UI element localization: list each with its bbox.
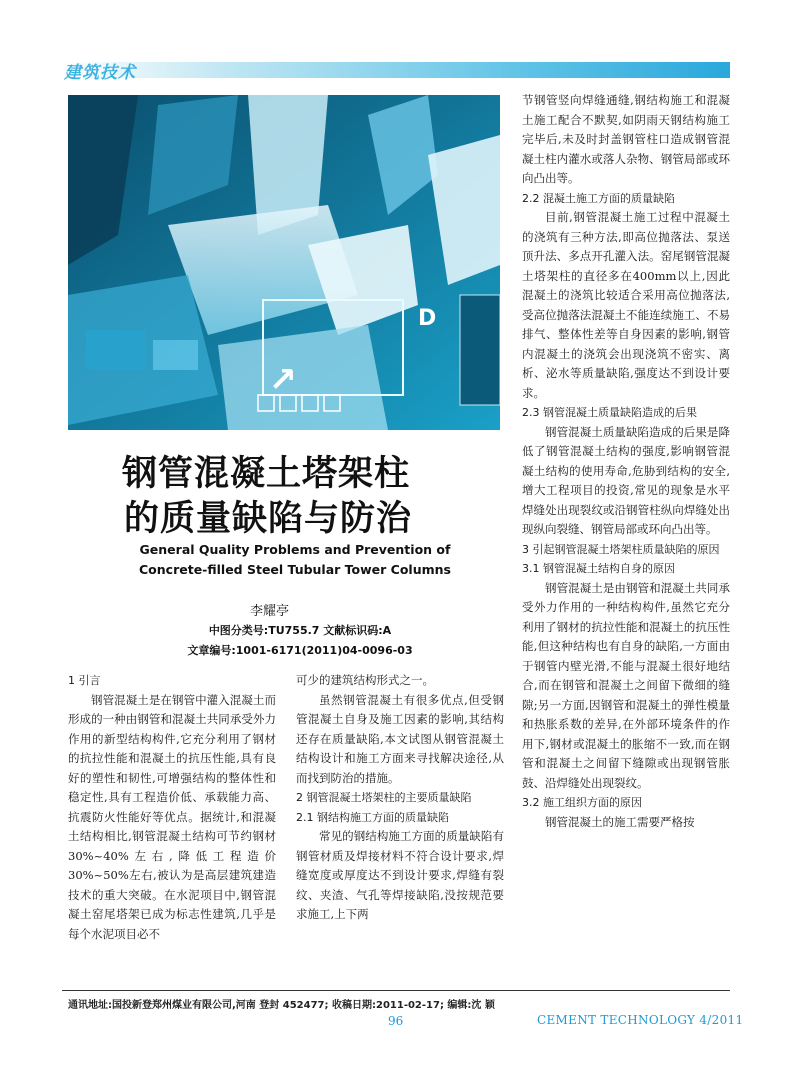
svg-text:D: D — [418, 306, 437, 331]
article-title — [122, 452, 462, 542]
author-name: 李耀亭 — [250, 604, 290, 619]
header-color-bar — [62, 62, 730, 78]
abstract-building-graphic — [68, 95, 500, 430]
body-column-2 — [296, 671, 504, 925]
paragraph: 可少的建筑结构形式之一。 — [296, 673, 434, 687]
footer-divider — [62, 990, 730, 991]
paragraph: 钢管混凝土是由钢管和混凝土共同承受外力作用的一种结构构件,虽然它充分利用了钢材的抗拉性能和混凝土的抗压性能,但这种结构也有自身的缺陷,一方面由于钢管内壁光滑,不能与混凝土很好地结合,而在钢管和混凝土之间留下微细的缝隙;另一方面,因钢管和混凝土的弹性模量和热胀系数的差异,在外部环境条件的作用下,钢材或混凝土的胀缩不一致,而在钢管和混凝土之间留下缝隙或出现钢管胀鼓、沿焊缝处出现裂纹。 — [522, 580, 730, 790]
english-title-line-2: Concrete-filled Steel Tubular Tower Columns — [139, 562, 451, 577]
paragraph: 钢管混凝土是在钢管中灌入混凝土而形成的一种由钢管和混凝土共同承受外力作用的新型结构构件,它充分利用了钢材的抗拉性能和混凝土的抗压性能,具有良好的塑性和韧性,可增强结构的整体性和稳定性,具有工程造价低、承载能力高、抗震防火性能好等优点。据统计,和混凝土结构相比,钢管混凝土结构可节约钢材30%~40%左右,降低工程造价30%~50%左右,被认为是高层建筑建造技术的重大突破。在水泥项目中,钢管混凝土窑尾塔架已成为标志性建筑,几乎是每个水泥项目必不 — [68, 692, 276, 941]
paragraph: 常见的钢结构施工方面的质量缺陷有钢管材质及焊接材料不符合设计要求,焊缝宽度或厚度达不到设计要求,焊缝有裂纹、夹渣、气孔等焊接缺陷,没按规范要求施工,上下两 — [296, 829, 504, 921]
svg-text:→: → — [258, 354, 308, 403]
heading: 2.1 钢结构施工方面的质量缺陷 — [296, 810, 449, 824]
paragraph: 钢管混凝土的施工需要严格按 — [545, 814, 695, 829]
paragraph: 钢管混凝土质量缺陷造成的后果是降低了钢管混凝土结构的强度,影响钢管混凝土结构的使用寿命,危胁到结构的安全,增大工程项目的投资,常见的现象是水平焊缝处出现裂纹或沿钢管柱纵向焊缝处出现纵向裂缝、钢管局部或环向凸出等。 — [522, 424, 730, 536]
paragraph: 目前,钢管混凝土施工过程中混凝土的浇筑有三种方法,即高位抛落法、泵送顶升法、多点开孔灌入法。窑尾钢管混凝土塔架柱的直径多在400mm以上,因此混凝土的浇筑比较适合采用高位抛落法,受高位抛落法混凝土不能连续施工、不易排气、整体性差等自身因素的影响,钢管内混凝土的浇筑会出现浇筑不密实、离析、泌水等质量缺陷,强度达不到设计要求。 — [522, 210, 730, 400]
section-label: 建筑技术 — [64, 63, 136, 83]
heading: 3 引起钢管混凝土塔架柱质量缺陷的原因 — [522, 542, 720, 556]
body-column-1 — [68, 671, 276, 944]
body-column-3 — [522, 91, 730, 832]
footer-note: 通讯地址:国投新登郑州煤业有限公司,河南 登封 452477; 收稿日期:2011-02-17; 编辑:沈 颖 — [68, 1000, 495, 1011]
heading: 2 钢管混凝土塔架柱的主要质量缺陷 — [296, 791, 472, 804]
heading: 1 引言 — [68, 674, 101, 687]
heading: 3.1 钢管混凝土结构自身的原因 — [522, 562, 675, 575]
heading: 3.2 施工组织方面的原因 — [522, 796, 642, 809]
english-title-line-1: General Quality Problems and Prevention of — [139, 542, 451, 557]
page-number: 96 — [388, 1014, 404, 1028]
heading: 2.2 混凝土施工方面的质量缺陷 — [522, 191, 675, 205]
heading: 2.3 钢管混凝土质量缺陷造成的后果 — [522, 406, 697, 419]
title-line-2: 的质量缺陷与防治 — [124, 499, 413, 539]
journal-name: CEMENT TECHNOLOGY 4/2011 — [537, 1013, 744, 1027]
paragraph: 虽然钢管混凝土有很多优点,但受钢管混凝土自身及施工因素的影响,其结构还存在质量缺陷,本文试图从钢管混凝土结构设计和施工方面来寻找解决途径,从而找到防治的措施。 — [296, 692, 504, 785]
paragraph: 节钢管竖向焊缝通缝,钢结构施工和混凝土施工配合不默契,如阴雨天钢结构施工完毕后,未及时封盖钢管柱口造成钢管混凝土柱内灌水或落人杂物、钢管局部或环向凸出等。 — [522, 93, 730, 185]
title-line-1: 钢管混凝土塔架柱 — [122, 454, 411, 494]
article-number-line: 文章编号:1001-6171(2011)04-0096-03 — [187, 644, 413, 657]
hero-illustration — [68, 95, 500, 430]
classification-line: 中图分类号:TU755.7 文献标识码:A — [208, 624, 392, 637]
english-title — [130, 540, 460, 580]
